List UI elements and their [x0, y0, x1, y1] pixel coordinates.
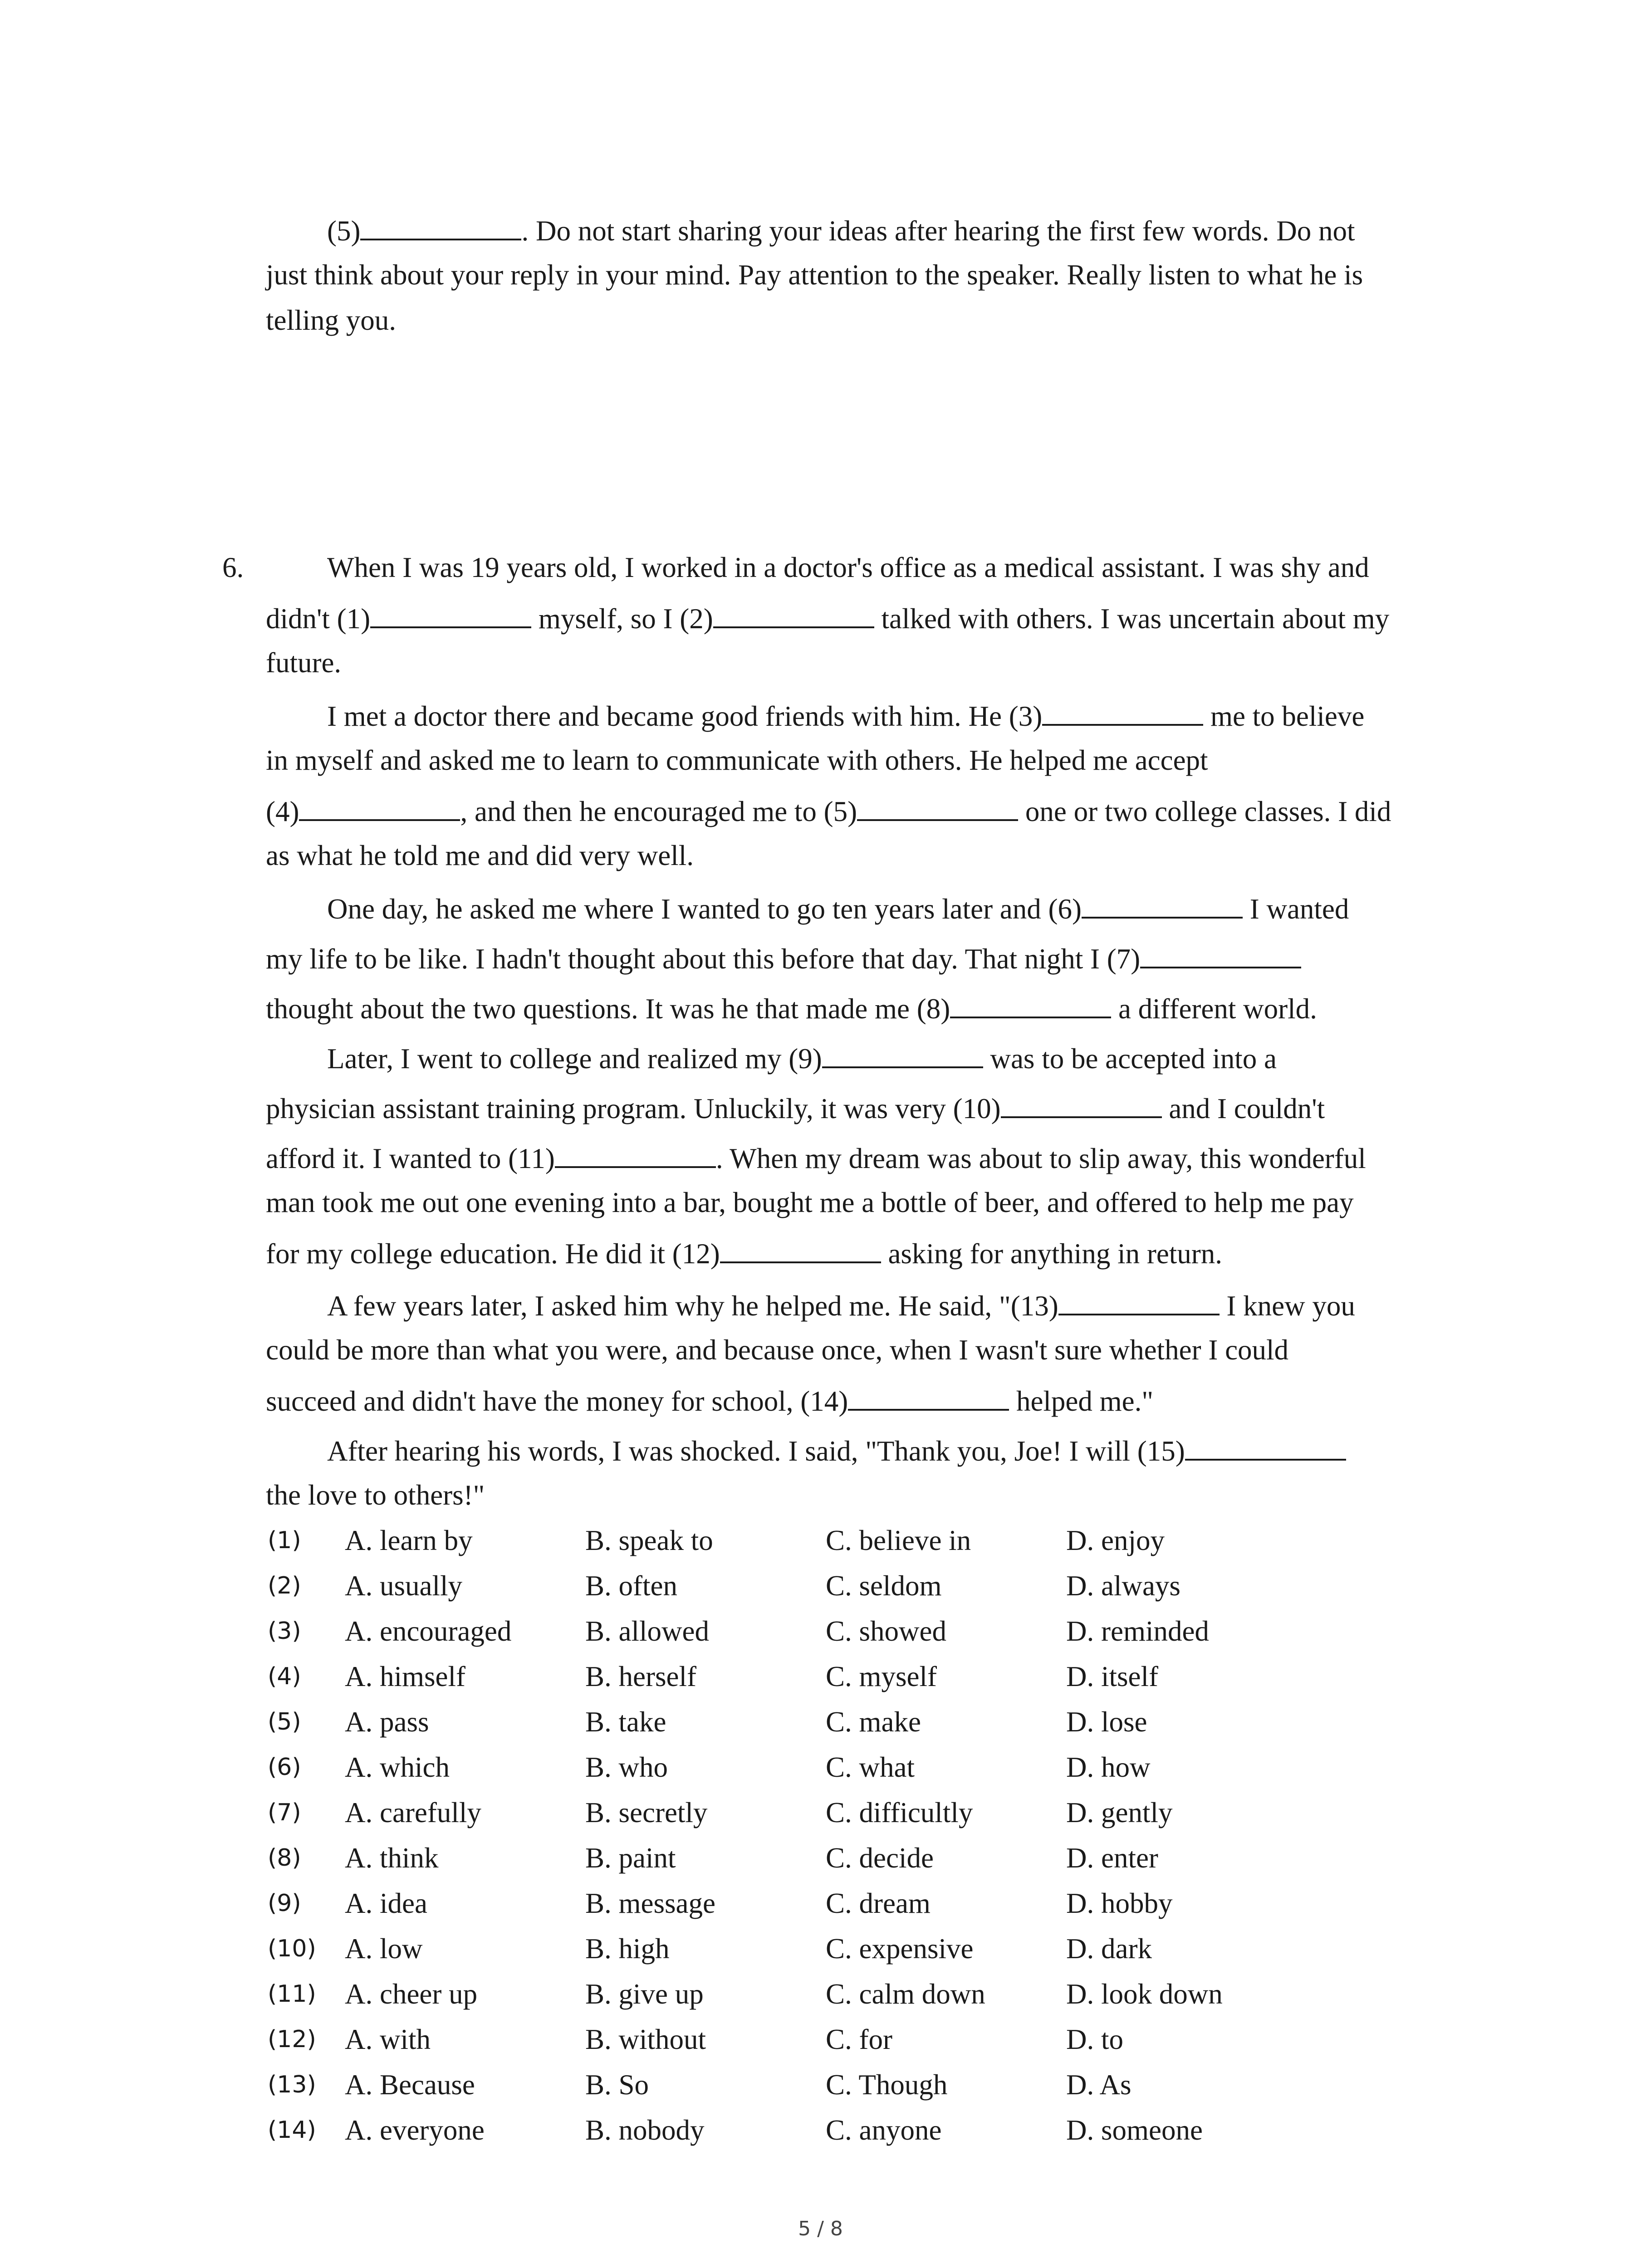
option-d[interactable]: D. someone — [1066, 2114, 1203, 2146]
option-c[interactable]: C. expensive — [826, 1933, 974, 1965]
passage5-line-2: just think about your reply in your mind. Pay attention to the speaker. Really listen to what he is — [266, 259, 1363, 291]
option-c[interactable]: C. calm down — [826, 1978, 985, 2010]
text-segment: Later, I went to college and realized my (9) — [327, 1043, 822, 1075]
option-b[interactable]: B. herself — [585, 1661, 696, 1692]
text-segment: . When my dream was about to slip away, this wonderful — [715, 1143, 1366, 1174]
option-row-number: (8) — [268, 1844, 301, 1872]
option-row-number: (11) — [268, 1980, 316, 2008]
text-segment: I met a doctor there and became good friends with him. He (3) — [327, 700, 1043, 732]
passage-line — [266, 699, 1516, 733]
text-segment: was to be accepted into a — [983, 1043, 1277, 1075]
text-segment: future. — [266, 647, 342, 679]
option-c[interactable]: C. for — [826, 2024, 892, 2055]
option-b[interactable]: B. paint — [585, 1842, 676, 1874]
answer-blank[interactable] — [1082, 891, 1243, 919]
answer-blank[interactable] — [1042, 699, 1203, 726]
text-segment: and I couldn't — [1161, 1093, 1325, 1124]
option-a[interactable]: A. which — [345, 1751, 450, 1783]
text-segment: man took me out one evening into a bar, bought me a bottle of beer, and offered to help me pay — [266, 1187, 1354, 1218]
option-c[interactable]: C. anyone — [826, 2114, 942, 2146]
text-segment: myself, so I (2) — [531, 603, 713, 635]
option-row-number: (1) — [268, 1527, 301, 1554]
answer-blank[interactable] — [1001, 1091, 1162, 1118]
text-segment: didn't (1) — [266, 603, 371, 635]
option-row-number: (13) — [268, 2071, 316, 2098]
option-a[interactable]: A. Because — [345, 2069, 475, 2101]
passage-line — [266, 794, 1455, 828]
option-row-number: (12) — [268, 2026, 316, 2053]
page-number: 5 / 8 — [798, 2217, 843, 2240]
passage-line — [266, 551, 1516, 584]
option-a[interactable]: A. encouraged — [345, 1615, 512, 1647]
text-segment: a different world. — [1111, 993, 1317, 1025]
option-row-number: (5) — [268, 1708, 301, 1735]
text-segment: me to believe — [1203, 700, 1365, 732]
option-d[interactable]: D. look down — [1066, 1978, 1223, 2010]
option-c[interactable]: C. Though — [826, 2069, 948, 2101]
text-segment: When I was 19 years old, I worked in a doctor's office as a medical assistant. I was shy and — [327, 552, 1369, 583]
answer-blank[interactable] — [848, 1383, 1009, 1411]
option-c[interactable]: C. believe in — [826, 1525, 971, 1556]
answer-blank[interactable] — [950, 991, 1111, 1018]
answer-blank[interactable] — [1140, 941, 1301, 968]
option-b[interactable]: B. secretly — [585, 1797, 708, 1828]
text-segment: A few years later, I asked him why he helped me. He said, "(13) — [327, 1290, 1058, 1322]
text-segment: After hearing his words, I was shocked. I said, "Thank you, Joe! I will (15) — [327, 1435, 1185, 1467]
option-c[interactable]: C. showed — [826, 1615, 946, 1647]
answer-blank[interactable] — [370, 601, 531, 628]
option-b[interactable]: B. allowed — [585, 1615, 709, 1647]
answer-blank[interactable] — [720, 1236, 881, 1263]
option-row-number: (10) — [268, 1935, 316, 1962]
passage-line — [266, 1091, 1455, 1125]
answer-blank[interactable] — [1185, 1433, 1346, 1461]
passage-line — [266, 891, 1516, 926]
option-row-number: (3) — [268, 1618, 301, 1645]
option-a[interactable]: A. with — [345, 2024, 431, 2055]
option-d[interactable]: D. itself — [1066, 1661, 1158, 1692]
text-segment: one or two college classes. I did — [1018, 796, 1391, 827]
option-row-number: (2) — [268, 1572, 301, 1599]
text-segment: (4) — [266, 796, 299, 827]
passage-line — [266, 1288, 1516, 1323]
option-d[interactable]: D. how — [1066, 1751, 1151, 1783]
option-d[interactable]: D. enter — [1066, 1842, 1158, 1874]
passage-line — [266, 744, 1455, 777]
passage-line — [266, 601, 1455, 635]
option-b[interactable]: B. nobody — [585, 2114, 705, 2146]
option-a[interactable]: A. carefully — [345, 1797, 481, 1828]
option-c[interactable]: C. make — [826, 1706, 921, 1738]
option-a[interactable]: A. usually — [345, 1570, 462, 1602]
text-segment: One day, he asked me where I wanted to go ten years later and (6) — [327, 893, 1082, 925]
option-d[interactable]: D. always — [1066, 1570, 1181, 1602]
option-a[interactable]: A. low — [345, 1933, 423, 1965]
passage-line — [266, 1236, 1455, 1271]
option-c[interactable]: C. seldom — [826, 1570, 942, 1602]
answer-blank[interactable] — [857, 794, 1018, 821]
option-c[interactable]: C. myself — [826, 1661, 937, 1692]
text-segment: thought about the two questions. It was he that made me (8) — [266, 993, 950, 1025]
blank-number: (5) — [327, 215, 361, 247]
text-segment: my life to be like. I hadn't thought about this before that day. That night I (7) — [266, 943, 1141, 975]
answer-blank[interactable] — [713, 601, 874, 628]
answer-blank[interactable] — [555, 1141, 716, 1168]
option-a[interactable]: A. think — [345, 1842, 439, 1874]
option-d[interactable]: D. to — [1066, 2024, 1123, 2055]
option-d[interactable]: D. reminded — [1066, 1615, 1209, 1647]
option-row-number: (4) — [268, 1663, 301, 1690]
option-d[interactable]: D. dark — [1066, 1933, 1152, 1965]
passage-line — [266, 1334, 1455, 1367]
option-c[interactable]: C. difficultly — [826, 1797, 973, 1828]
passage5-line-3: telling you. — [266, 304, 396, 336]
option-c[interactable]: C. what — [826, 1751, 915, 1783]
passage-line — [266, 1186, 1455, 1219]
option-a[interactable]: A. idea — [345, 1887, 427, 1919]
text-segment: as what he told me and did very well. — [266, 840, 694, 871]
option-a[interactable]: A. everyone — [345, 2114, 485, 2146]
passage-line — [266, 839, 1455, 872]
option-b[interactable]: B. message — [585, 1887, 715, 1919]
option-d[interactable]: D. gently — [1066, 1797, 1173, 1828]
option-b[interactable]: B. speak to — [585, 1525, 713, 1556]
option-d[interactable]: D. lose — [1066, 1706, 1147, 1738]
option-c[interactable]: C. decide — [826, 1842, 934, 1874]
text-segment: helped me." — [1009, 1385, 1154, 1417]
option-row-number: (7) — [268, 1799, 301, 1826]
text-segment: I wanted — [1242, 893, 1349, 925]
text-segment: in myself and asked me to learn to communicate with others. He helped me accept — [266, 744, 1208, 776]
passage-line — [266, 646, 1455, 679]
text-segment: the love to others!" — [266, 1479, 485, 1511]
option-d[interactable]: D. As — [1066, 2069, 1132, 2101]
passage5-line-1 — [266, 213, 1516, 248]
question-number: 6. — [222, 552, 244, 583]
passage-line — [266, 1479, 1455, 1512]
text-segment: talked with others. I was uncertain about my — [874, 603, 1390, 635]
option-d[interactable]: D. hobby — [1066, 1887, 1173, 1919]
text-segment: I knew you — [1219, 1290, 1355, 1322]
option-row-number: (14) — [268, 2116, 316, 2144]
option-b[interactable]: B. take — [585, 1706, 666, 1738]
text-segment: could be more than what you were, and because once, when I wasn't sure whether I could — [266, 1334, 1289, 1366]
passage-line — [266, 1041, 1516, 1075]
passage-line — [266, 941, 1455, 976]
option-c[interactable]: C. dream — [826, 1887, 931, 1919]
text-segment: succeed and didn't have the money for school, (14) — [266, 1385, 848, 1417]
passage-line — [266, 991, 1455, 1026]
option-b[interactable]: B. often — [585, 1570, 677, 1602]
option-row-number: (9) — [268, 1890, 301, 1917]
text-segment: . Do not start sharing your ideas after hearing the first few words. Do not — [521, 215, 1355, 247]
option-b[interactable]: B. who — [585, 1751, 668, 1783]
option-a[interactable]: A. himself — [345, 1661, 465, 1692]
passage-line — [266, 1141, 1455, 1175]
text-segment: for my college education. He did it (12) — [266, 1238, 720, 1270]
option-b[interactable]: B. give up — [585, 1978, 704, 2010]
answer-blank[interactable] — [299, 794, 460, 821]
option-row-number: (6) — [268, 1754, 301, 1781]
option-a[interactable]: A. pass — [345, 1706, 429, 1738]
text-segment: afford it. I wanted to (11) — [266, 1143, 555, 1174]
passage-line — [266, 1383, 1455, 1418]
option-b[interactable]: B. high — [585, 1933, 670, 1965]
text-segment: physician assistant training program. Unluckily, it was very (10) — [266, 1093, 1001, 1124]
option-d[interactable]: D. enjoy — [1066, 1525, 1165, 1556]
option-a[interactable]: A. learn by — [345, 1525, 473, 1556]
passage-line — [266, 1433, 1516, 1468]
text-segment: asking for anything in return. — [881, 1238, 1223, 1270]
text-segment: , and then he encouraged me to (5) — [460, 796, 857, 827]
option-a[interactable]: A. cheer up — [345, 1978, 478, 2010]
answer-blank[interactable] — [360, 213, 521, 240]
answer-blank[interactable] — [822, 1041, 983, 1068]
option-b[interactable]: B. without — [585, 2024, 706, 2055]
option-b[interactable]: B. So — [585, 2069, 649, 2101]
answer-blank[interactable] — [1058, 1288, 1220, 1315]
